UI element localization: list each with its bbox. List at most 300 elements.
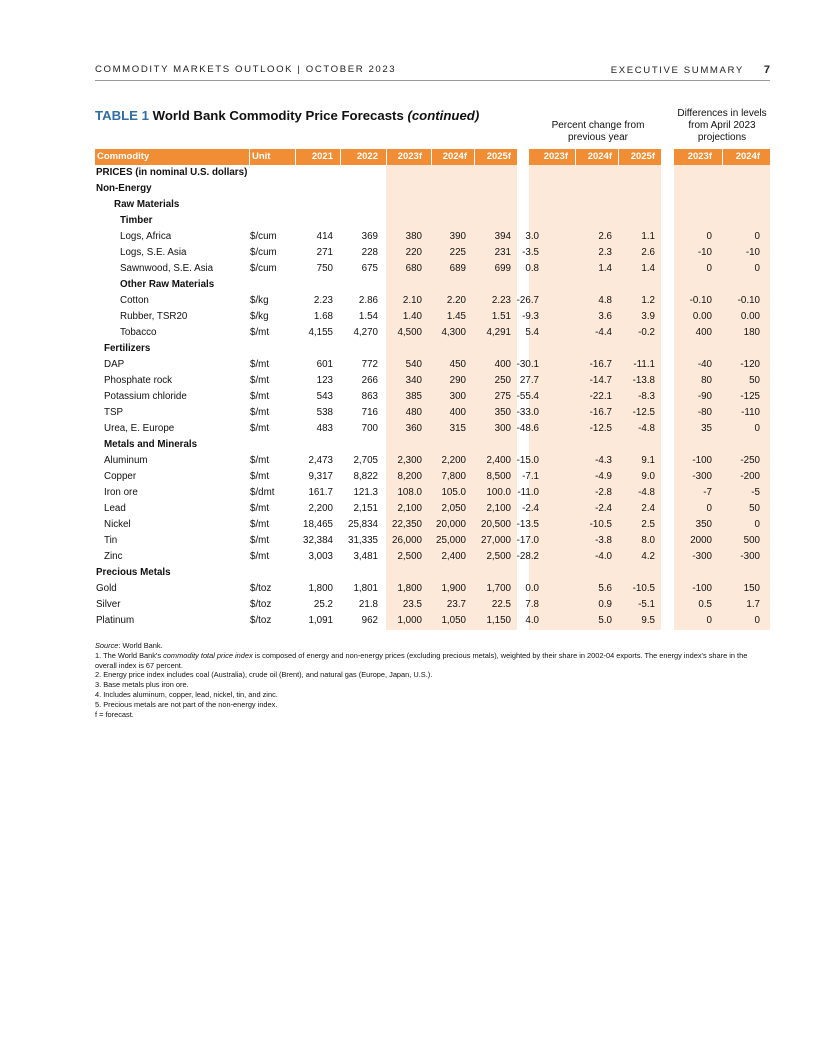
- value-cell: 9.1: [641, 455, 655, 466]
- value-cell: 18,465: [303, 519, 333, 530]
- value-cell: 315: [449, 423, 466, 434]
- commodity-name: DAP: [104, 359, 125, 370]
- value-cell: 32,384: [303, 535, 333, 546]
- table-row: [95, 245, 770, 261]
- table-row: [95, 485, 770, 501]
- differences-group-label: Differences in levels from April 2023 projections: [677, 108, 767, 143]
- value-cell: 1,800: [308, 583, 333, 594]
- value-cell: 390: [449, 231, 466, 242]
- value-cell: 0.5: [698, 599, 712, 610]
- col-header-pct-2024f: 2024f: [587, 151, 612, 162]
- value-cell: 180: [743, 327, 760, 338]
- unit-cell: $/mt: [250, 423, 270, 434]
- value-cell: 2.4: [641, 503, 655, 514]
- commodity-name: Iron ore: [104, 487, 138, 498]
- value-cell: 23.5: [402, 599, 422, 610]
- value-cell: 483: [316, 423, 333, 434]
- footnote-2: 2. Energy price index includes coal (Australia), crude oil (Brent), and natural gas (Europe, Japan, U.S.).: [95, 670, 433, 680]
- value-cell: 5.6: [598, 583, 612, 594]
- value-cell: 31,335: [348, 535, 378, 546]
- value-cell: -16.7: [589, 407, 612, 418]
- table-title-text: World Bank Commodity Price Forecasts: [152, 108, 404, 123]
- footnote-1-end: is composed of energy and non-energy prices (excluding precious metals), weighted by their share in 2002-04 exports. The energy index's share in the overall index is 67 percent.: [95, 650, 748, 670]
- value-cell: 3,481: [353, 551, 378, 562]
- value-cell: 2000: [690, 535, 712, 546]
- value-cell: 9.5: [641, 615, 655, 626]
- value-cell: 2.5: [641, 519, 655, 530]
- value-cell: 9,317: [308, 471, 333, 482]
- commodity-name: Rubber, TSR20: [120, 311, 188, 322]
- value-cell: 4.8: [598, 295, 612, 306]
- value-cell: 0.9: [598, 599, 612, 610]
- value-cell: -8.3: [638, 391, 655, 402]
- value-cell: 380: [405, 231, 422, 242]
- table-row: [95, 533, 770, 549]
- value-cell: 350: [494, 407, 511, 418]
- section-label: Precious Metals: [96, 567, 171, 578]
- section-row: [95, 341, 770, 357]
- value-cell: -0.10: [689, 295, 712, 306]
- value-cell: 290: [449, 375, 466, 386]
- table-row: [95, 229, 770, 245]
- col-header-commodity: Commodity: [97, 151, 150, 162]
- value-cell: 0: [706, 615, 712, 626]
- col-header-2021: 2021: [311, 151, 333, 162]
- value-cell: 500: [743, 535, 760, 546]
- value-cell: -300: [692, 551, 712, 562]
- col-header-2023f: 2023f: [397, 151, 422, 162]
- publication-title: COMMODITY MARKETS OUTLOOK | OCTOBER 2023: [95, 64, 397, 75]
- value-cell: -4.0: [595, 551, 612, 562]
- value-cell: -13.5: [516, 519, 539, 530]
- value-cell: 3.9: [641, 311, 655, 322]
- value-cell: 27,000: [481, 535, 511, 546]
- value-cell: 23.7: [446, 599, 466, 610]
- commodity-name: Tin: [104, 535, 118, 546]
- value-cell: 2.23: [491, 295, 511, 306]
- value-cell: -7: [703, 487, 712, 498]
- source-label: Source: [95, 641, 119, 650]
- value-cell: 1.68: [313, 311, 333, 322]
- commodity-name: Cotton: [120, 295, 149, 306]
- section-row: [95, 277, 770, 293]
- value-cell: 1.7: [746, 599, 760, 610]
- value-cell: 275: [494, 391, 511, 402]
- footnote-1-start: 1. The World Bank's: [95, 650, 164, 660]
- section-label: Metals and Minerals: [104, 439, 198, 450]
- value-cell: -5: [751, 487, 760, 498]
- value-cell: 1,800: [397, 583, 422, 594]
- footnote-1: [95, 651, 770, 671]
- value-cell: 22,350: [392, 519, 422, 530]
- unit-cell: $/mt: [250, 551, 270, 562]
- value-cell: -26.7: [516, 295, 539, 306]
- value-cell: 22.5: [491, 599, 511, 610]
- commodity-name: Nickel: [104, 519, 131, 530]
- value-cell: 2.23: [313, 295, 333, 306]
- table-title-suffix: (continued): [407, 108, 480, 123]
- value-cell: 27.7: [519, 375, 539, 386]
- value-cell: -16.7: [589, 359, 612, 370]
- value-cell: 150: [743, 583, 760, 594]
- source-text: : World Bank.: [118, 641, 163, 650]
- value-cell: -300: [740, 551, 760, 562]
- value-cell: -10: [745, 247, 760, 258]
- value-cell: 1,050: [441, 615, 466, 626]
- unit-cell: $/mt: [250, 391, 270, 402]
- value-cell: 2,050: [441, 503, 466, 514]
- value-cell: 2,400: [441, 551, 466, 562]
- value-cell: 1,091: [308, 615, 333, 626]
- value-cell: 1,900: [441, 583, 466, 594]
- value-cell: 220: [405, 247, 422, 258]
- value-cell: 0: [706, 263, 712, 274]
- value-cell: 8,822: [353, 471, 378, 482]
- footnote-1-emphasis: commodity total price index: [163, 650, 253, 660]
- value-cell: 3,003: [308, 551, 333, 562]
- value-cell: 863: [361, 391, 378, 402]
- value-cell: 35: [701, 423, 712, 434]
- unit-cell: $/mt: [250, 359, 270, 370]
- section-label: Fertilizers: [104, 343, 151, 354]
- value-cell: -90: [697, 391, 712, 402]
- value-cell: -3.5: [522, 247, 539, 258]
- value-cell: 4.2: [641, 551, 655, 562]
- unit-cell: $/mt: [250, 407, 270, 418]
- commodity-name: Platinum: [96, 615, 135, 626]
- value-cell: 1.51: [491, 311, 511, 322]
- page-number: 7: [763, 64, 770, 76]
- value-cell: -110: [741, 407, 760, 418]
- value-cell: 3.0: [525, 231, 539, 242]
- footnote-5: 5. Precious metals are not part of the non-energy index.: [95, 699, 278, 709]
- value-cell: -33.0: [516, 407, 539, 418]
- value-cell: 414: [316, 231, 333, 242]
- value-cell: 400: [494, 359, 511, 370]
- value-cell: 0: [754, 615, 760, 626]
- unit-cell: $/mt: [250, 327, 270, 338]
- section-name: EXECUTIVE SUMMARY: [610, 65, 744, 76]
- value-cell: 1.1: [641, 231, 655, 242]
- value-cell: 2,500: [397, 551, 422, 562]
- section-row: [95, 165, 770, 181]
- section-label: Non-Energy: [96, 183, 152, 194]
- commodity-name: Gold: [96, 583, 117, 594]
- value-cell: 266: [361, 375, 378, 386]
- value-cell: 20,000: [436, 519, 466, 530]
- footnote-4: 4. Includes aluminum, copper, lead, nickel, tin, and zinc.: [95, 689, 278, 699]
- value-cell: -4.8: [638, 487, 655, 498]
- value-cell: 350: [695, 519, 712, 530]
- value-cell: 2,200: [308, 503, 333, 514]
- commodity-name: Aluminum: [104, 455, 148, 466]
- commodity-name: Lead: [104, 503, 126, 514]
- value-cell: 543: [316, 391, 333, 402]
- commodity-name: Zinc: [104, 551, 123, 562]
- value-cell: 1,700: [486, 583, 511, 594]
- value-cell: 8,200: [397, 471, 422, 482]
- value-cell: 0: [754, 519, 760, 530]
- value-cell: 2,473: [308, 455, 333, 466]
- value-cell: 962: [361, 615, 378, 626]
- value-cell: 2,151: [353, 503, 378, 514]
- value-cell: 0: [706, 503, 712, 514]
- footnote-6: f = forecast.: [95, 709, 134, 719]
- value-cell: 7,800: [441, 471, 466, 482]
- percent-change-group-label: Percent change from previous year: [551, 120, 645, 143]
- table-row: [95, 293, 770, 309]
- section-label: PRICES (in nominal U.S. dollars): [96, 167, 248, 178]
- value-cell: 1.45: [446, 311, 466, 322]
- value-cell: -125: [740, 391, 760, 402]
- value-cell: -2.8: [595, 487, 612, 498]
- value-cell: -10.5: [632, 583, 655, 594]
- value-cell: -10: [697, 247, 712, 258]
- commodity-name: Potassium chloride: [104, 391, 187, 402]
- value-cell: 369: [361, 231, 378, 242]
- table-row: [95, 405, 770, 421]
- table-row: [95, 261, 770, 277]
- commodity-name: Copper: [104, 471, 137, 482]
- value-cell: 4,300: [441, 327, 466, 338]
- value-cell: -250: [740, 455, 760, 466]
- value-cell: 772: [361, 359, 378, 370]
- value-cell: -100: [692, 583, 712, 594]
- value-cell: 4,155: [308, 327, 333, 338]
- value-cell: 0: [706, 231, 712, 242]
- unit-cell: $/mt: [250, 535, 270, 546]
- value-cell: 699: [494, 263, 511, 274]
- value-cell: 8,500: [486, 471, 511, 482]
- unit-cell: $/toz: [250, 599, 272, 610]
- value-cell: 680: [405, 263, 422, 274]
- value-cell: 228: [361, 247, 378, 258]
- value-cell: 0.00: [692, 311, 712, 322]
- value-cell: 5.4: [525, 327, 539, 338]
- commodity-name: Silver: [96, 599, 121, 610]
- table-row: [95, 325, 770, 341]
- value-cell: 80: [701, 375, 712, 386]
- value-cell: -15.0: [516, 455, 539, 466]
- value-cell: 7.8: [525, 599, 539, 610]
- value-cell: 250: [494, 375, 511, 386]
- value-cell: -12.5: [632, 407, 655, 418]
- value-cell: 2,100: [397, 503, 422, 514]
- value-cell: 1,801: [353, 583, 378, 594]
- value-cell: 231: [494, 247, 511, 258]
- value-cell: 1.40: [402, 311, 422, 322]
- table-row: [95, 453, 770, 469]
- value-cell: 25.2: [313, 599, 333, 610]
- value-cell: 21.8: [358, 599, 378, 610]
- value-cell: 1.2: [641, 295, 655, 306]
- unit-cell: $/toz: [250, 583, 272, 594]
- unit-cell: $/cum: [250, 231, 277, 242]
- value-cell: 8.0: [641, 535, 655, 546]
- value-cell: 360: [405, 423, 422, 434]
- section-row: [95, 437, 770, 453]
- commodity-name: Urea, E. Europe: [104, 423, 175, 434]
- value-cell: 50: [749, 503, 760, 514]
- value-cell: 0.00: [740, 311, 760, 322]
- value-cell: 2.6: [641, 247, 655, 258]
- value-cell: -12.5: [589, 423, 612, 434]
- value-cell: 450: [449, 359, 466, 370]
- value-cell: 161.7: [308, 487, 333, 498]
- value-cell: 4,500: [397, 327, 422, 338]
- value-cell: 480: [405, 407, 422, 418]
- table-row: [95, 597, 770, 613]
- value-cell: 5.0: [598, 615, 612, 626]
- commodity-name: Logs, S.E. Asia: [120, 247, 187, 258]
- value-cell: 271: [316, 247, 333, 258]
- section-label: Other Raw Materials: [120, 279, 215, 290]
- footnotes: [95, 641, 770, 719]
- unit-cell: $/mt: [250, 471, 270, 482]
- value-cell: 0: [754, 263, 760, 274]
- table-title: [95, 108, 479, 123]
- value-cell: 2,300: [397, 455, 422, 466]
- table-row: [95, 389, 770, 405]
- value-cell: 25,000: [436, 535, 466, 546]
- value-cell: -4.4: [595, 327, 612, 338]
- value-cell: -13.8: [632, 375, 655, 386]
- value-cell: 1.4: [598, 263, 612, 274]
- value-cell: 100.0: [486, 487, 511, 498]
- value-cell: 750: [316, 263, 333, 274]
- value-cell: -0.10: [737, 295, 760, 306]
- value-cell: 20,500: [481, 519, 511, 530]
- value-cell: 1,000: [397, 615, 422, 626]
- value-cell: 9.0: [641, 471, 655, 482]
- value-cell: -3.8: [595, 535, 612, 546]
- value-cell: 26,000: [392, 535, 422, 546]
- value-cell: 2,200: [441, 455, 466, 466]
- value-cell: 3.6: [598, 311, 612, 322]
- commodity-name: Logs, Africa: [120, 231, 172, 242]
- value-cell: -11.0: [517, 487, 539, 498]
- value-cell: -120: [740, 359, 760, 370]
- value-cell: 394: [494, 231, 511, 242]
- value-cell: 108.0: [397, 487, 422, 498]
- value-cell: 538: [316, 407, 333, 418]
- value-cell: 340: [405, 375, 422, 386]
- commodity-name: Sawnwood, S.E. Asia: [120, 263, 214, 274]
- value-cell: 50: [749, 375, 760, 386]
- value-cell: 689: [449, 263, 466, 274]
- value-cell: 0.8: [525, 263, 539, 274]
- value-cell: 2,705: [353, 455, 378, 466]
- value-cell: 121.3: [353, 487, 378, 498]
- commodity-name: TSP: [104, 407, 124, 418]
- value-cell: -80: [697, 407, 712, 418]
- col-header-2025f: 2025f: [486, 151, 511, 162]
- value-cell: 4,270: [353, 327, 378, 338]
- unit-cell: $/kg: [250, 311, 269, 322]
- value-cell: 2,100: [486, 503, 511, 514]
- value-cell: 2.86: [358, 295, 378, 306]
- value-cell: 400: [695, 327, 712, 338]
- value-cell: -0.2: [638, 327, 655, 338]
- value-cell: 700: [361, 423, 378, 434]
- value-cell: -40: [697, 359, 712, 370]
- unit-cell: $/toz: [250, 615, 272, 626]
- section-label: Timber: [120, 215, 153, 226]
- value-cell: 540: [405, 359, 422, 370]
- value-cell: -22.1: [589, 391, 612, 402]
- value-cell: 2,500: [486, 551, 511, 562]
- table-row: [95, 517, 770, 533]
- table-row: [95, 549, 770, 565]
- unit-cell: $/mt: [250, 519, 270, 530]
- value-cell: -48.6: [516, 423, 539, 434]
- value-cell: 601: [316, 359, 333, 370]
- unit-cell: $/cum: [250, 247, 277, 258]
- value-cell: 0: [754, 231, 760, 242]
- value-cell: 385: [405, 391, 422, 402]
- value-cell: 2.6: [598, 231, 612, 242]
- col-header-diff-2023f: 2023f: [687, 151, 712, 162]
- page-header: [95, 64, 770, 81]
- table-row: [95, 373, 770, 389]
- unit-cell: $/dmt: [250, 487, 275, 498]
- value-cell: 300: [494, 423, 511, 434]
- col-header-diff-2024f: 2024f: [735, 151, 760, 162]
- col-header-2024f: 2024f: [442, 151, 467, 162]
- value-cell: 300: [449, 391, 466, 402]
- value-cell: 675: [361, 263, 378, 274]
- value-cell: 123: [316, 375, 333, 386]
- unit-cell: $/mt: [250, 455, 270, 466]
- unit-cell: $/mt: [250, 375, 270, 386]
- table-row: [95, 421, 770, 437]
- table-row: [95, 613, 770, 629]
- value-cell: -14.7: [589, 375, 612, 386]
- value-cell: 4,291: [486, 327, 511, 338]
- commodity-name: Phosphate rock: [104, 375, 173, 386]
- value-cell: 1.54: [358, 311, 378, 322]
- table-number: TABLE 1: [95, 108, 149, 123]
- value-cell: -4.8: [638, 423, 655, 434]
- value-cell: 105.0: [441, 487, 466, 498]
- unit-cell: $/cum: [250, 263, 277, 274]
- source-note: [95, 641, 770, 651]
- table-row: [95, 501, 770, 517]
- value-cell: 716: [361, 407, 378, 418]
- commodity-name: Tobacco: [120, 327, 157, 338]
- value-cell: -10.5: [589, 519, 612, 530]
- value-cell: -11.1: [633, 359, 655, 370]
- section-row: [95, 197, 770, 213]
- value-cell: -4.9: [595, 471, 612, 482]
- footnote-3: 3. Base metals plus iron ore.: [95, 680, 189, 690]
- value-cell: -100: [692, 455, 712, 466]
- value-cell: -17.0: [516, 535, 539, 546]
- table-row: [95, 309, 770, 325]
- value-cell: 2,400: [486, 455, 511, 466]
- value-cell: -30.1: [516, 359, 539, 370]
- section-row: [95, 181, 770, 197]
- value-cell: 1.4: [641, 263, 655, 274]
- value-cell: 0: [754, 423, 760, 434]
- header-divider: [249, 149, 250, 165]
- value-cell: -200: [740, 471, 760, 482]
- col-header-unit: Unit: [252, 151, 271, 162]
- col-header-pct-2025f: 2025f: [630, 151, 655, 162]
- value-cell: 1,150: [486, 615, 511, 626]
- value-cell: -28.2: [516, 551, 539, 562]
- value-cell: -4.3: [595, 455, 612, 466]
